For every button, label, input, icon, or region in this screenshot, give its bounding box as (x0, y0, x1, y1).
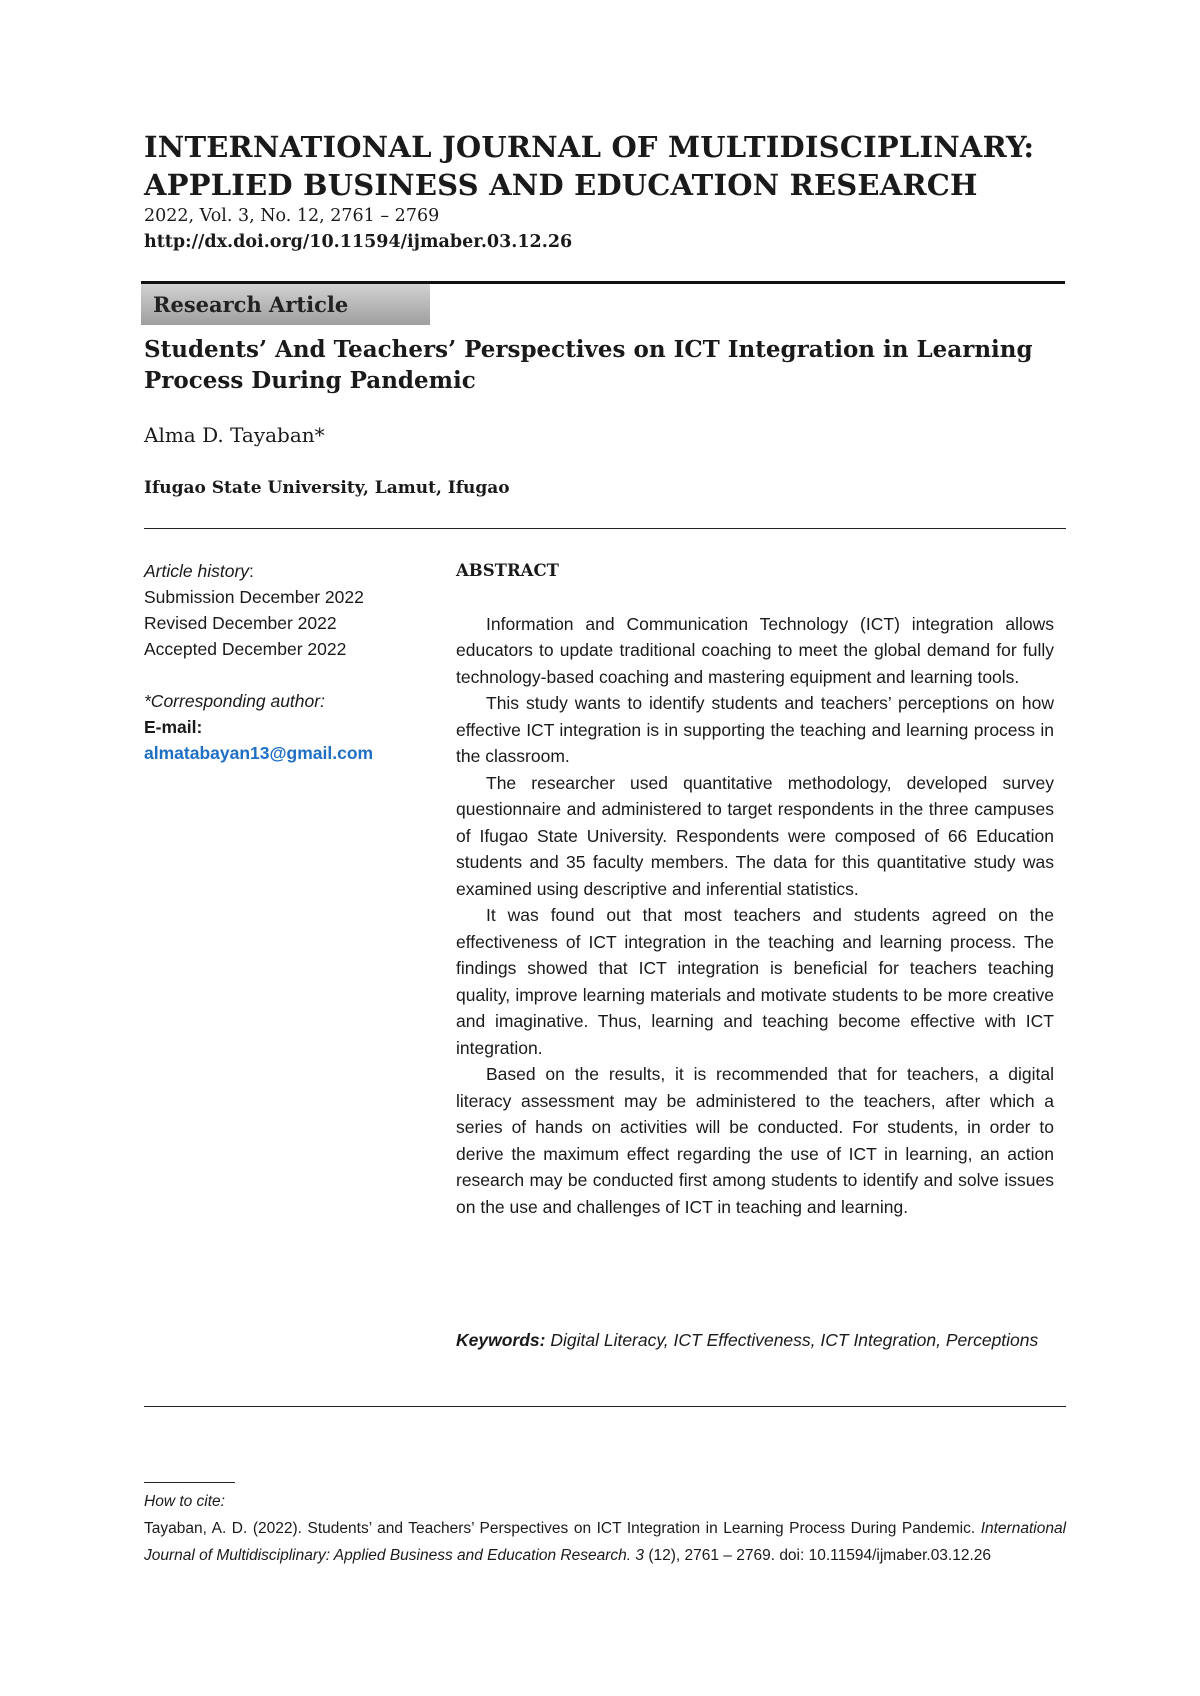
section-divider-top (144, 528, 1066, 529)
abstract-paragraph: It was found out that most teachers and students agreed on the effectiveness of ICT integration in the teaching and learning process. The findings showed that ICT integration is beneficial for teachers teaching quality, improve learning materials and motivate students to be more creative and imaginative. Thus, learning and teaching become effective with ICT integration. (456, 905, 1054, 1058)
abstract-paragraph: The researcher used quantitative methodology, developed survey questionnaire and administered to target respondents in the three campuses of Ifugao State University. Respondents were composed of 66 Education students and 35 faculty members. The data for this quantitative study was examined using descriptive and inferential statistics. (456, 772, 1054, 899)
doi-link[interactable]: http://dx.doi.org/10.11594/ijmaber.03.12.26 (144, 232, 573, 252)
abstract-section (456, 558, 1054, 1220)
keywords-list: Digital Literacy, ICT Effectiveness, ICT Integration, Perceptions (550, 1330, 1039, 1350)
citation-volume: 3 (635, 1547, 645, 1564)
article-type-badge (141, 284, 430, 325)
corresponding-author-label: *Corresponding author: (144, 691, 325, 711)
keywords (456, 1327, 1054, 1353)
citation-journal: International Journal of Multidisciplinary: Applied Business and Education Research. (144, 1520, 1067, 1564)
email-link[interactable]: almatabayan13@gmail.com (144, 743, 374, 763)
keywords-label: Keywords: (456, 1330, 546, 1350)
author-affiliation: Ifugao State University, Lamut, Ifugao (144, 478, 510, 498)
article-history-panel (144, 558, 414, 766)
journal-title: INTERNATIONAL JOURNAL OF MULTIDISCIPLINARY: APPLIED BUSINESS AND EDUCATION RESEARCH (144, 130, 1035, 202)
citation-rest: (12), 2761 – 2769. doi: 10.11594/ijmaber.03.12.26 (648, 1547, 992, 1564)
accepted-date: Accepted December 2022 (144, 639, 347, 659)
article-type-label: Research Article (153, 292, 349, 317)
history-heading-colon: : (249, 561, 254, 581)
history-heading-line (144, 558, 414, 584)
email-label: E-mail: (144, 717, 203, 737)
abstract-paragraph: Based on the results, it is recommended that for teachers, a digital literacy assessment may be administered to the teachers, after which a series of hands on activities will be conducted. For students, in order to derive the maximum effect regarding the use of ICT in learning, an action research may be conducted first among students to identify and solve issues on the use and challenges of ICT in teaching and learning. (456, 1064, 1054, 1217)
author-name: Alma D. Tayaban* (144, 423, 325, 447)
citation-rule (144, 1482, 235, 1483)
submission-date: Submission December 2022 (144, 587, 364, 607)
abstract-heading: ABSTRACT (456, 561, 559, 580)
revised-date: Revised December 2022 (144, 613, 337, 633)
spacer (144, 662, 414, 688)
section-divider-bottom (144, 1406, 1066, 1407)
paper-title: Students’ And Teachers’ Perspectives on ICT Integration in Learning Process During Pandemic (144, 336, 1033, 394)
abstract-paragraph: This study wants to identify students and teachers’ perceptions on how effective ICT integration is in supporting the teaching and learning process in the classroom. (456, 693, 1054, 766)
volume-info: 2022, Vol. 3, No. 12, 2761 – 2769 (144, 206, 440, 226)
citation-block (144, 1488, 1066, 1569)
citation-authors-title: Tayaban, A. D. (2022). Students’ and Teachers’ Perspectives on ICT Integration in Learning Process During Pandemic. (144, 1520, 976, 1537)
history-heading: Article history (144, 561, 250, 581)
citation-label: How to cite: (144, 1493, 225, 1510)
citation-text (144, 1515, 1066, 1569)
abstract-paragraph: Information and Communication Technology (ICT) integration allows educators to update traditional coaching to meet the global demand for fully technology-based coaching and mastering equipment and learning tools. (456, 613, 1054, 687)
